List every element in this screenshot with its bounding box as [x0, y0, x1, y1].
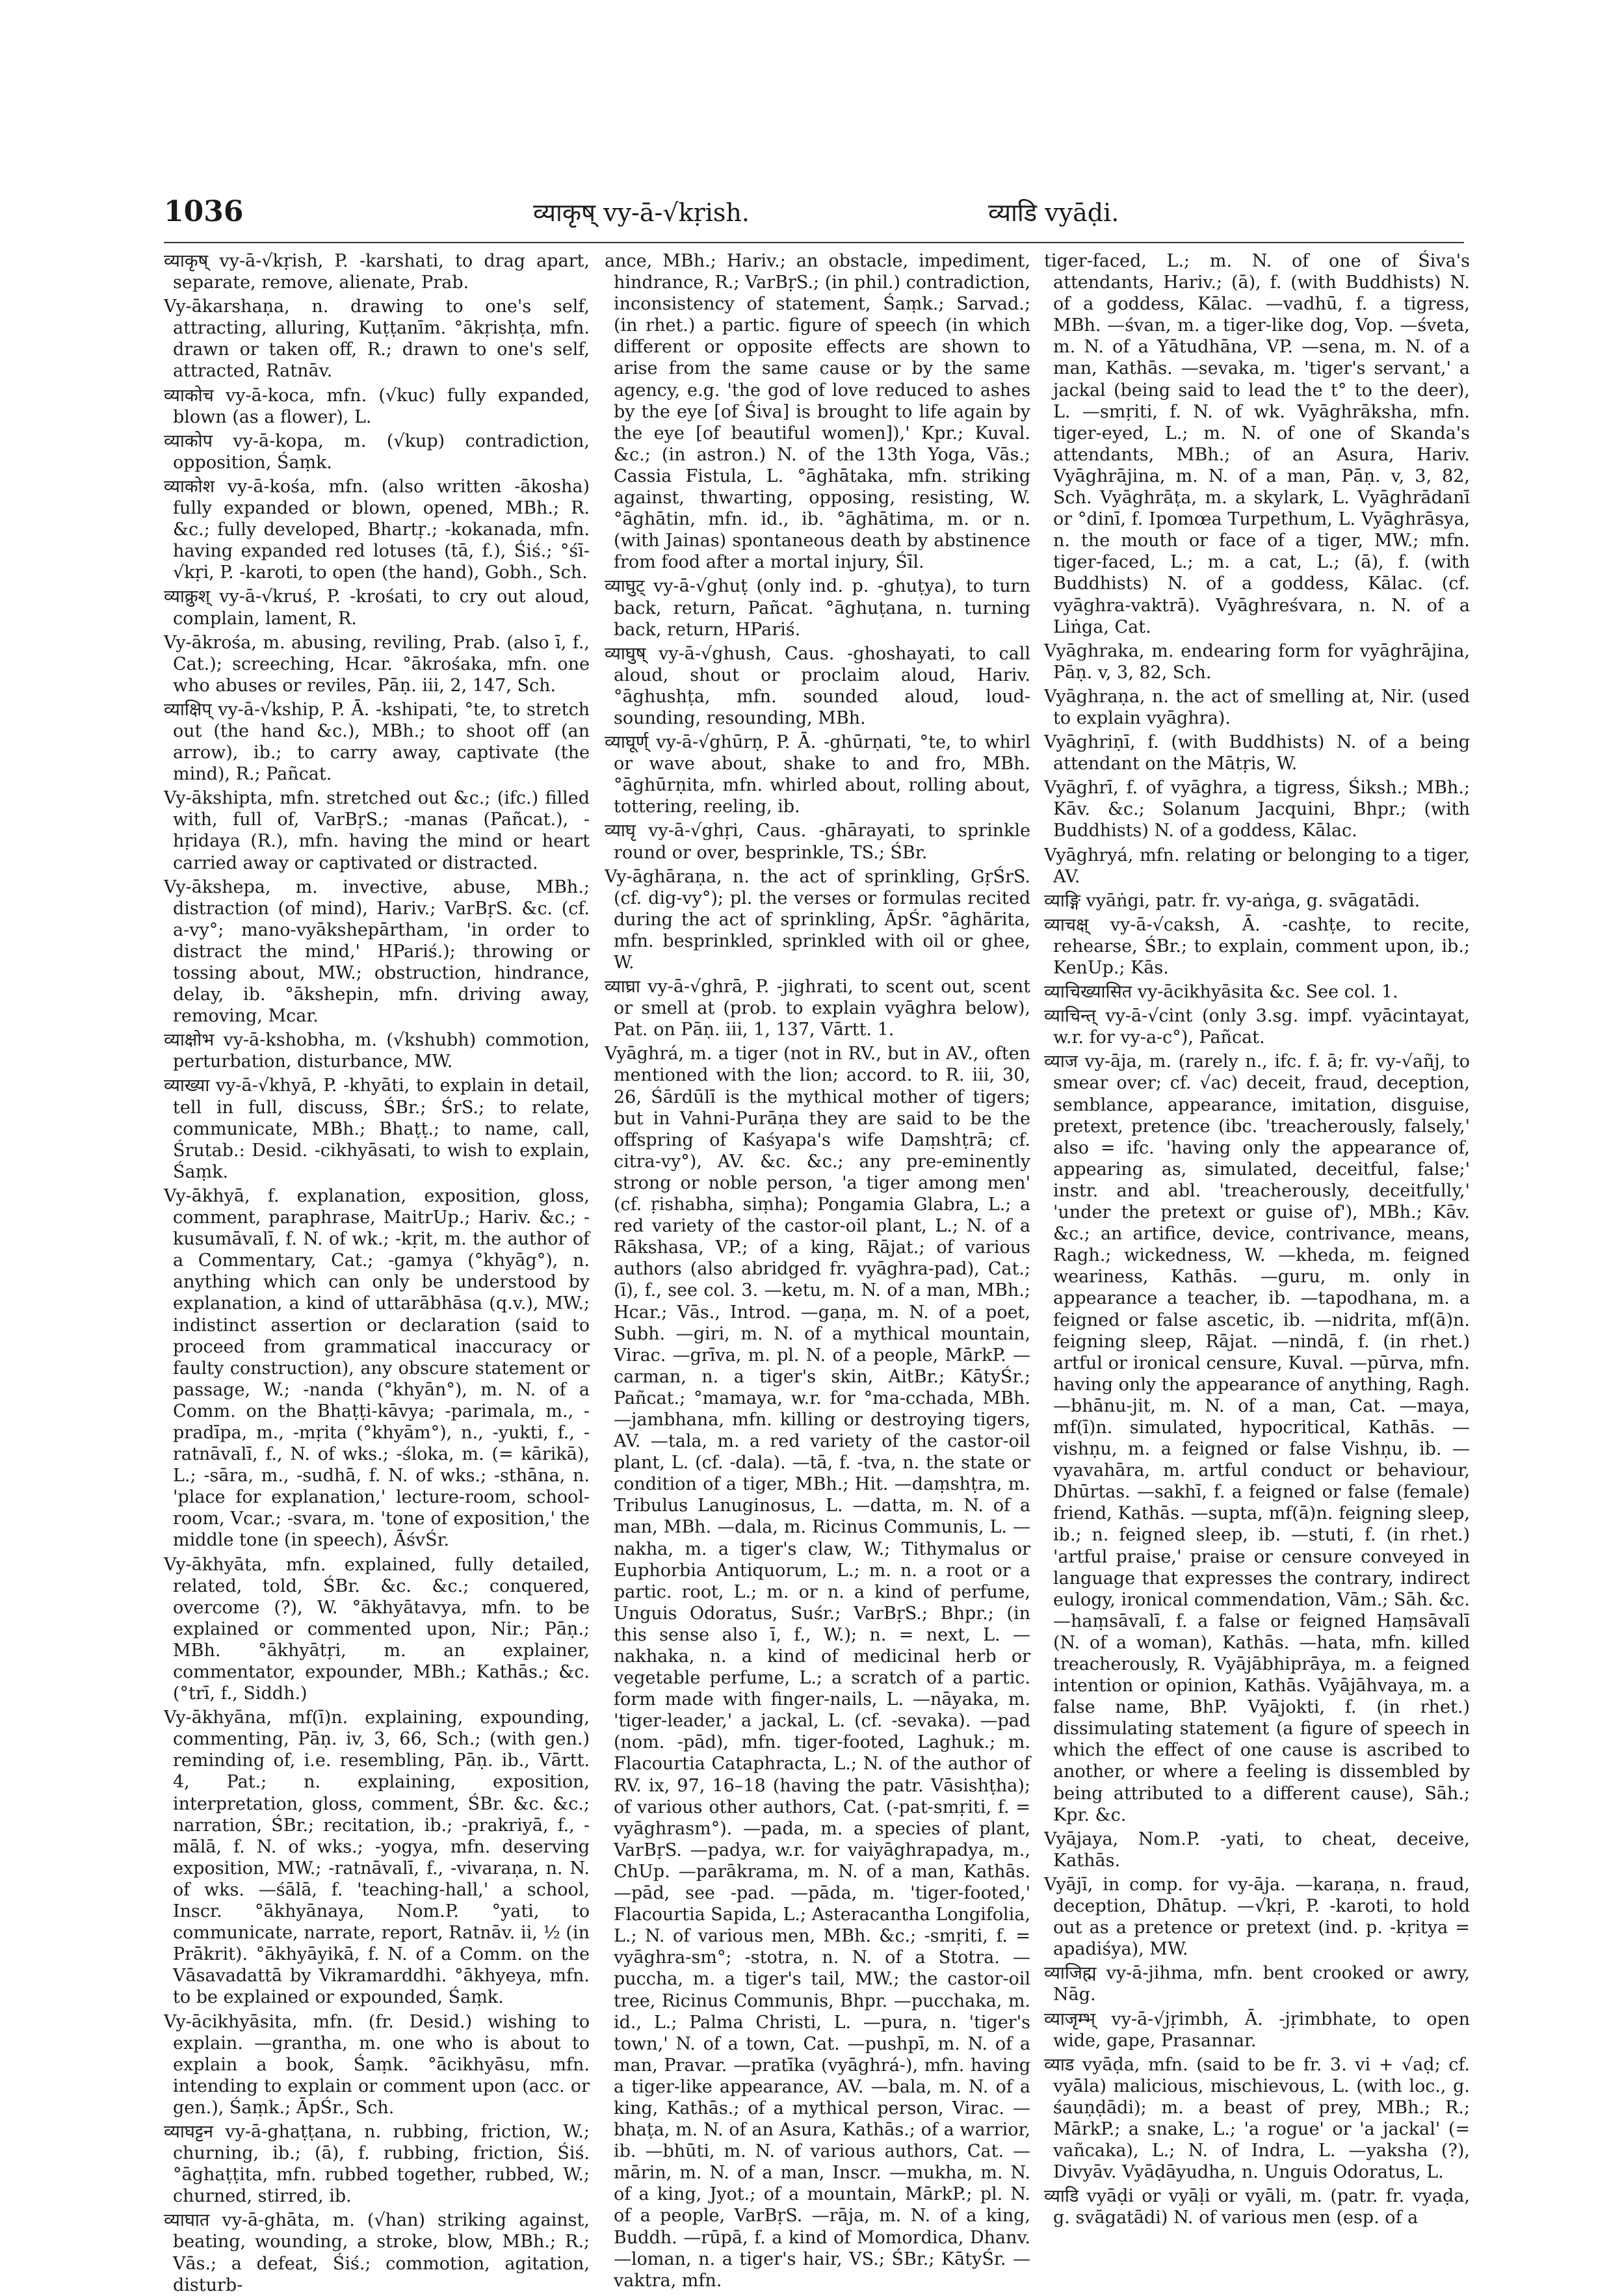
- dictionary-entry: व्याघूर्ण् vy-ā-√ghūrṇ, P. Ā. -ghūrṇati, °te, to whirl or wave about, shake to and fro, MBh. °āghūrṇita, mfn. whirled about, rolling about, tottering, reeling, ib.: [605, 732, 1030, 817]
- column-1: [164, 250, 590, 2295]
- dictionary-entry: व्याकोप vy-ā-kopa, m. (√kup) contradiction, opposition, Śaṃk.: [164, 430, 590, 473]
- dictionary-entry: tiger-faced, L.; m. N. of one of Śiva's attendants, Hariv.; (ā), f. (with Buddhists) N. of a goddess, Kālac. —vadhū, f. a tigress, MBh. —śvan, m. a tiger-like dog, Vop. —śveta, m. N. of a Yātudhāna, VP. —sena, m. N. of a man, Kathās. —sevaka, m. 'tiger's servant,' a jackal (being said to lead the t° to the deer), L. —smṛiti, f. N. of wk. Vyāghrāksha, mfn. tiger-eyed, L.; m. N. of one of Skanda's attendants, MBh.; of an Asura, Hariv. Vyāghrājina, m. N. of a man, Pāṇ. v, 3, 82, Sch. Vyāghrāṭa, m. a skylark, L. Vyāghrādanī or °dinī, f. Ipomœa Turpethum, L. Vyāghrāsya, n. the mouth or face of a tiger, MW.; mfn. tiger-faced, L.; m. a cat, L.; (ā), f. (with Buddhists) N. of a goddess, Kālac. (cf. vyāghra-vaktrā). Vyāghreśvara, n. N. of a Liṅga, Cat.: [1044, 251, 1470, 637]
- dictionary-entry: व्याचिख्यासित vy-ācikhyāsita &c. See col. 1.: [1044, 982, 1398, 1003]
- dictionary-entry: व्याड vyāḍa, mfn. (said to be fr. 3. vi + √aḍ; cf. vyāla) malicious, mischievous, L. (with loc., g. śauṇḍādi); m. a beast of prey, MBh.; R.; MārkP.; a snake, L.; 'a rogue' or 'a jackal' (= vañcaka), L.; N. of Indra, L. —yaksha (?), Divyāv. Vyāḍāyudha, n. Unguis Odoratus, L.: [1044, 2054, 1470, 2183]
- left-running-head: व्याकृष् vy-ā-√kṛish.: [533, 198, 750, 227]
- dictionary-entry: Vyājī, in comp. for vy-āja. —karaṇa, n. fraud, deception, Dhātup. —√kṛi, P. -karoti, to hold out as a pretence or pretext (ind. p. -kṛitya = apadiśya), MW.: [1044, 1874, 1470, 1960]
- dictionary-entry: Vy-ākshepa, m. invective, abuse, MBh.; distraction (of mind), Hariv.; VarBṛS. &c. (cf. a-vy°; mano-vyākshepārtham, 'in order to distract the mind,' HPariś.); throwing or tossing about, MW.; obstruction, hindrance, delay, ib. °ākshepin, mfn. driving away, removing, Mcar.: [164, 877, 590, 1027]
- dictionary-entry: व्याकोच vy-ā-koca, mfn. (√kuc) fully expanded, blown (as a flower), L.: [164, 385, 590, 427]
- dictionary-entry: Vy-ākrośa, m. abusing, reviling, Prab. (also ī, f., Cat.); screeching, Hcar. °ākrośaka, mfn. one who abuses or reviles, Pāṇ. iii, 2, 147, Sch.: [164, 632, 590, 696]
- dictionary-entry: ance, MBh.; Hariv.; an obstacle, impediment, hindrance, R.; VarBṛS.; (in phil.) contradiction, inconsistency of statement, Śaṃk.; Sarvad.; (in rhet.) a partic. figure of speech (in which different or opposite effects are shown to arise from the same cause or by the same agency, e.g. 'the god of love reduced to ashes by the eye [of Śiva] is brought to life again by the eye [of beautiful women]),' Kpr.; Kuval. &c.; (in astron.) N. of the 13th Yoga, Vās.; Cassia Fistula, L. °āghātaka, mfn. striking against, thwarting, opposing, resisting, W. °āghātin, mfn. id., ib. °āghātima, m. or n. (with Jainas) spontaneous death by abstinence from food after a mortal injury, Śīl.: [605, 251, 1030, 573]
- dictionary-entry: व्याक्षिप् vy-ā-√kship, P. Ā. -kshipati, °te, to stretch out (the hand &c.), MBh.; to shoot off (an arrow), ib.; to carry away, captivate (the mind), R.; Pañcat.: [164, 699, 590, 785]
- dictionary-entry: व्याघुष् vy-ā-√ghush, Caus. -ghoshayati, to call aloud, shout or proclaim aloud, Hariv. °āghushṭa, mfn. sounded aloud, loud-sounding, resounding, MBh.: [605, 643, 1030, 728]
- dictionary-entry: व्याघुट् vy-ā-√ghuṭ (only ind. p. -ghuṭya), to turn back, return, Pañcat. °āghuṭana, n. turning back, return, HPariś.: [605, 576, 1030, 640]
- dictionary-entry: व्याघ्रा vy-ā-√ghrā, P. -jighrati, to scent out, scent or smell at (prob. to explain vyāghra below), Pat. on Pāṇ. iii, 1, 137, Vārtt. 1.: [605, 977, 1030, 1040]
- dictionary-entry: Vy-ākshipta, mfn. stretched out &c.; (ifc.) filled with, full of, VarBṛS.; -manas (Pañcat.), -hṛidaya (R.), mfn. having the mind or heart carried away or captivated or distracted.: [164, 788, 590, 873]
- dictionary-entry: व्याघात vy-ā-ghāta, m. (√han) striking against, beating, wounding, a stroke, blow, MBh.; R.; Vās.; a defeat, Śiś.; commotion, agitation, disturb-: [164, 2210, 590, 2295]
- header-rule: [164, 242, 1464, 243]
- dictionary-entry: व्याघृ vy-ā-√ghṛi, Caus. -ghārayati, to sprinkle round or over, besprinkle, TS.; ŚBr.: [605, 821, 1030, 863]
- dictionary-entry: व्याजिह्म vy-ā-jihma, mfn. bent crooked or awry, Nāg.: [1044, 1963, 1470, 2005]
- dictionary-entry: Vy-ācikhyāsita, mfn. (fr. Desid.) wishing to explain. —grantha, m. one who is about to explain a book, Śaṃk. °ācikhyāsu, mfn. intending to explain or comment upon (acc. or gen.), Śaṃk.; ĀpŚr., Sch.: [164, 2011, 590, 2118]
- dictionary-entry: व्याज vy-āja, m. (rarely n., ifc. f. ā; fr. vy-√añj, to smear over; cf. √ac) deceit, fraud, deception, semblance, appearance, imitation, disguise, pretext, pretence (ibc. 'treacherously, falsely,' also = ifc. 'having only the appearance of, appearing as, simulated, deceitful, false;' instr. and abl. 'treacherously, deceitfully,' 'under the pretext or guise of'), MBh.; Kāv. &c.; an artifice, device, contrivance, means, Ragh.; wickedness, W. —kheda, m. feigned weariness, Kathās. —guru, m. only in appearance a teacher, ib. —tapodhana, m. a feigned or false ascetic, ib. —nidrita, mf(ā)n. feigning sleep, Rājat. —nindā, f. (in rhet.) artful or ironical censure, Kuval. —pūrva, mfn. having only the appearance of anything, Ragh. —bhānu-jit, m. N. of a man, Cat. —maya, mf(ī)n. simulated, hypocritical, Kathās. —vishṇu, m. a feigned or false Vishṇu, ib. —vyavahāra, m. artful conduct or behaviour, Dhūrtas. —sakhī, f. a feigned or false (female) friend, Kathās. —supta, mf(ā)n. feigning sleep, ib.; n. feigned sleep, ib. —stuti, f. (in rhet.) 'artful praise,' praise or censure conveyed in language that expresses the contrary, indirect eulogy, ironical commendation, Vām.; Sāh. &c. —haṃsāvalī, f. a false or feigned Haṃsāvalī (N. of a woman), Kathās. —hata, mfn. killed treacherously, R. Vyājābhiprāya, m. a feigned intention or opinion, Kathās. Vyājāhvaya, m. a false name, BhP. Vyājokti, f. (in rhet.) dissimulating statement (a figure of speech in which the effect of one cause is ascribed to another, or where a feeling is dissembled by being attributed to a different cause), Sāh.; Kpr. &c.: [1044, 1051, 1470, 1825]
- dictionary-entry: व्याकोश vy-ā-kośa, mfn. (also written -ākosha) fully expanded or blown, opened, MBh.; R. &c.; fully developed, Bhartṛ.; -kokanada, mfn. having expanded red lotuses (tā, f.), Śiś.; °śī-√kṛi, P. -karoti, to open (the hand), Gobh., Sch.: [164, 476, 590, 583]
- dictionary-entry: Vyāghraka, m. endearing form for vyāghrājina, Pāṇ. v, 3, 82, Sch.: [1044, 640, 1470, 683]
- page-number: 1036: [164, 195, 244, 228]
- dictionary-entry: व्याक्रुश् vy-ā-√kruś, P. -krośati, to cry out aloud, complain, lament, R.: [164, 587, 590, 629]
- dictionary-entry: Vy-ākarshaṇa, n. drawing to one's self, attracting, alluring, Kuṭṭanīm. °ākṛishṭa, mfn. drawn or taken off, R.; drawn to one's self, attracted, Ratnāv.: [164, 297, 590, 382]
- dictionary-entry: Vy-ākhyāna, mf(ī)n. explaining, expounding, commenting, Pāṇ. iv, 3, 66, Sch.; (with gen.) reminding of, i.e. resembling, Pāṇ. ib., Vārtt. 4, Pat.; n. explaining, exposition, interpretation, gloss, comment, ŚBr. &c. &c.; narration, ŚBr.; recitation, ib.; -prakriyā, f., -mālā, f. N. of wks.; -yogya, mfn. deserving exposition, MW.; -ratnāvalī, f., -vivaraṇa, n. N. of wks. —śālā, f. 'teaching-hall,' a school, Inscr. °ākhyānaya, Nom.P. °yati, to communicate, narrate, report, Ratnāv. ii, ½ (in Prākrit). °ākhyāyikā, f. N. of a Comm. on the Vāsavadattā by Vikramarddhi. °ākhyeya, mfn. to be explained or expounded, Śaṃk.: [164, 1708, 590, 2008]
- dictionary-entry: व्याचक्ष् vy-ā-√caksh, Ā. -cashṭe, to recite, rehearse, ŚBr.; to explain, comment upon, ib.; KenUp.; Kās.: [1044, 914, 1470, 978]
- dictionary-entry: Vyāghriṇī, f. (with Buddhists) N. of a being attendant on the Mātṛis, W.: [1044, 732, 1470, 774]
- dictionary-entry: Vyāghraṇa, n. the act of smelling at, Nir. (used to explain vyāghra).: [1044, 686, 1470, 728]
- right-running-head: व्याडि vyāḍi.: [988, 198, 1119, 227]
- column-2: [605, 250, 1030, 2291]
- dictionary-entry: Vy-ākhyāta, mfn. explained, fully detailed, related, told, ŚBr. &c. &c.; conquered, overcome (?), W. °ākhyātavya, mfn. to be explained or commented upon, Nir.; Pāṇ.; MBh. °ākhyātṛi, m. an explainer, commentator, expounder, MBh.; Kathās.; &c. (°trī, f., Siddh.): [164, 1554, 590, 1704]
- dictionary-entry: Vy-āghāraṇa, n. the act of sprinkling, GṛŚrS. (cf. dig-vy°); pl. the verses or formulas recited during the act of sprinkling, ĀpŚr. °āghārita, mfn. besprinkled, sprinkled with oil or ghee, W.: [605, 866, 1030, 973]
- dictionary-entry: Vyāghrī, f. of vyāghra, a tigress, Śiksh.; MBh.; Kāv. &c.; Solanum Jacquini, Bhpr.; (with Buddhists) N. of a goddess, Kālac.: [1044, 778, 1470, 841]
- dictionary-entry: व्याजृम्भ् vy-ā-√jṛimbh, Ā. -jṛimbhate, to open wide, gape, Prasannar.: [1044, 2009, 1470, 2051]
- dictionary-entry: व्याघट्टन vy-ā-ghaṭṭana, n. rubbing, friction, W.; churning, ib.; (ā), f. rubbing, friction, Śiś. °āghaṭṭita, mfn. rubbed together, rubbed, W.; churned, stirred, ib.: [164, 2121, 590, 2207]
- dictionary-entry: व्याकृष् vy-ā-√kṛish, P. -karshati, to drag apart, separate, remove, alienate, Prab.: [164, 251, 590, 293]
- dictionary-entry: Vyājaya, Nom.P. -yati, to cheat, deceive, Kathās.: [1044, 1828, 1470, 1871]
- dictionary-entry: व्याख्या vy-ā-√khyā, P. -khyāti, to explain in detail, tell in full, discuss, ŚBr.; ŚrS.; to relate, communicate, MBh.; Bhaṭṭ.; to name, call, Śrutab.: Desid. -cikhyāsati, to wish to explain, Śaṃk.: [164, 1075, 590, 1182]
- dictionary-entry: व्याचिन्त् vy-ā-√cint (only 3.sg. impf. vyācintayat, w.r. for vy-a-c°), Pañcat.: [1044, 1006, 1470, 1048]
- dictionary-entry: Vyāghrá, m. a tiger (not in RV., but in AV., often mentioned with the lion; accord. to R. iii, 30, 26, Śārdūlī is the mythical mother of tigers; but in Vahni-Purāṇa they are said to be the offspring of Kaśyapa's wife Daṃshṭrā; cf. citra-vy°), AV. &c. &c.; any pre-eminently strong or noble person, 'a tiger among men' (cf. ṛishabha, siṃha); Pongamia Glabra, L.; a red variety of the castor-oil plant, L.; N. of a Rākshasa, VP.; of a king, Rājat.; of various authors (also abridged fr. vyāghra-pad), Cat.; (ī), f., see col. 3. —ketu, m. N. of a man, MBh.; Hcar.; Vās., Introd. —gaṇa, m. N. of a poet, Subh. —giri, m. N. of a mythical mountain, Virac. —grīva, m. pl. N. of a people, MārkP. —carman, n. a tiger's skin, AitBr.; KātyŚr.; Pañcat.; °mamaya, w.r. for °ma-cchada, MBh. —jambhana, mfn. killing or destroying tigers, AV. —tala, m. a red variety of the castor-oil plant, L. (cf. -dala). —tā, f. -tva, n. the state or condition of a tiger, MBh.; Hit. —daṃshṭra, m. Tribulus Lanuginosus, L. —datta, m. N. of a man, MBh. —dala, m. Ricinus Communis, L. —nakha, m. a tiger's claw, W.; Tithymalus or Euphorbia Antiquorum, L.; m. n. a root or a partic. root, L.; m. or n. a kind of perfume, Unguis Odoratus, Suśr.; VarBṛS.; Bhpr.; (in this sense also ī, f., W.); n. = next, L. —nakhaka, n. a kind of medicinal herb or vegetable perfume, L.; a scratch of a partic. form made with finger-nails, L. —nāyaka, m. 'tiger-leader,' a jackal, L. (cf. -sevaka). —pad (nom. -pād), mfn. tiger-footed, Laghuk.; m. Flacourtia Cataphracta, L.; N. of the author of RV. ix, 97, 16–18 (having the patr. Vāsishṭha); of various other authors, Cat. (-pat-smṛiti, f. = vyāghrasm°). —pada, m. a species of plant, VarBṛS. —padya, w.r. for vaiyāghrapadya, m., ChUp. —parākrama, m. N. of a man, Kathās. —pād, see -pad. —pāda, m. 'tiger-footed,' Flacourtia Sapida, L.; Asteracantha Longifolia, L.; N. of various men, MBh. &c.; -smṛiti, f. = vyāghra-sm°; -stotra, n. N. of a Stotra. —puccha, m. a tiger's tail, MW.; the castor-oil tree, Ricinus Communis, Bhpr. —pucchaka, m. id., L.; Palma Christi, L. —pura, n. 'tiger's town,' N. of a town, Cat. —pushpī, m. N. of a man, Pravar. —pratīka (vyāghrá-), mfn. having a tiger-like appearance, AV. —bala, m. N. of a king, Kathās.; of a mythical person, Virac. —bhaṭa, m. N. of an Asura, Kathās.; of a warrior, ib. —bhūti, m. N. of various authors, Cat. —mārin, m. N. of a man, Inscr. —mukha, m. N. of a king, Jyot.; of a mountain, MārkP.; pl. N. of a people, VarBṛS. —rāja, m. N. of a king, Buddh. —rūpā, f. a kind of Momordica, Dhanv. —loman, n. a tiger's hair, VS.; ŚBr.; KātyŚr. —vaktra, mfn.: [605, 1044, 1030, 2291]
- dictionary-entry: Vy-ākhyā, f. explanation, exposition, gloss, comment, paraphrase, MaitrUp.; Hariv. &c.; -kusumāvalī, f. N. of wk.; -kṛit, m. the author of a Commentary, Cat.; -gamya (°khyāg°), n. anything which can only be understood by explanation, a kind of uttarābhāsa (q.v.), MW.; indistinct assertion or declaration (said to proceed from grammatical inaccuracy or faulty construction), any obscure statement or passage, W.; -nanda (°khyān°), m. N. of a Comm. on the Bhaṭṭi-kāvya; -parimala, m., -pradīpa, m., -mṛita (°khyām°), n., -yukti, f., -ratnāvalī, f., N. of wks.; -śloka, m. (= kārikā), L.; -sāra, m., -sudhā, f. N. of wks.; -sthāna, n. 'place for explanation,' lecture-room, school-room, Vcar.; -svara, m. 'tone of exposition,' the middle tone (in speech), ĀśvŚr.: [164, 1185, 590, 1551]
- column-3: [1044, 250, 1470, 2240]
- dictionary-entry: व्याडि vyāḍi or vyāḷi or vyāli, m. (patr. fr. vyaḍa, g. svāgatādi) N. of various men (esp. of a: [1044, 2186, 1470, 2228]
- dictionary-entry: व्याङ्गि vyāṅgi, patr. fr. vy-aṅga, g. svāgatādi.: [1044, 890, 1420, 911]
- dictionary-entry: व्याक्षोभ vy-ā-kshobha, m. (√kshubh) commotion, perturbation, disturbance, MW.: [164, 1030, 590, 1072]
- dictionary-entry: Vyāghryá, mfn. relating or belonging to a tiger, AV.: [1044, 845, 1470, 887]
